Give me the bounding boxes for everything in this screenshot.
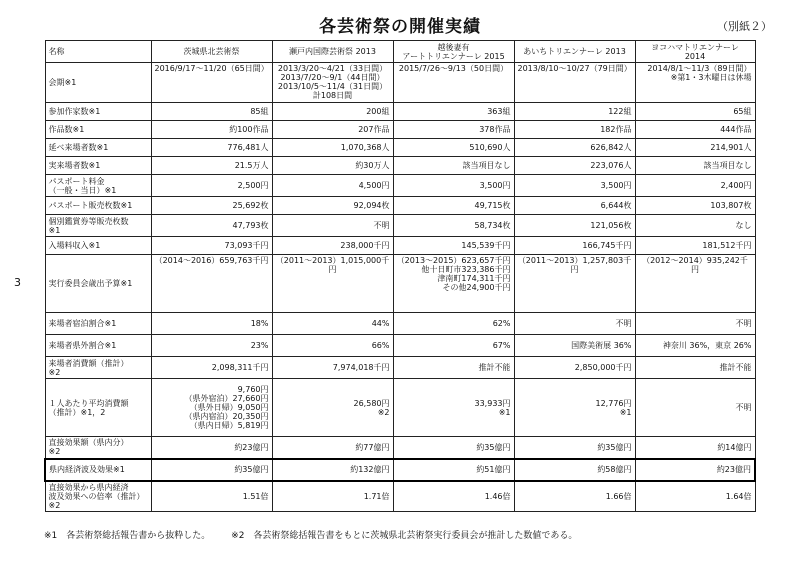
- table-cell: 103,807枚: [635, 197, 755, 215]
- table-cell: 該当項目なし: [393, 157, 514, 175]
- table-cell: 2013/8/10～10/27（79日間）: [514, 63, 635, 103]
- table-cell: 1.51倍: [151, 481, 272, 512]
- table-cell: 207作品: [272, 121, 393, 139]
- page-title: 各芸術祭の開催実績: [319, 17, 481, 37]
- table-cell: 62%: [393, 313, 514, 335]
- table-cell: 444作品: [635, 121, 755, 139]
- table-cell: 約35億円: [151, 459, 272, 481]
- table-cell: なし: [635, 215, 755, 237]
- table-cell: 約14億円: [635, 437, 755, 459]
- festival-table: [44, 40, 756, 512]
- table-cell: 85組: [151, 103, 272, 121]
- table-cell: 214,901人: [635, 139, 755, 157]
- table-cell: 推計不能: [393, 357, 514, 379]
- table-cell: 47,793枚: [151, 215, 272, 237]
- table-cell: 44%: [272, 313, 393, 335]
- table-cell: 200組: [272, 103, 393, 121]
- row-label: １人あたり平均消費額 （推計）※1，2: [45, 379, 151, 437]
- row-label: 会期※1: [45, 63, 151, 103]
- table-cell: 約30万人: [272, 157, 393, 175]
- table-cell: 92,094枚: [272, 197, 393, 215]
- row-label: 実行委員会歳出予算※1: [45, 255, 151, 313]
- table-cell: 2013/3/20～4/21（33日間） 2013/7/20～9/1（44日間） 2013/10/5～11/4（31日間） 計108日間: [272, 63, 393, 103]
- table-cell: 2,850,000千円: [514, 357, 635, 379]
- table-cell: 神奈川 36%，東京 26%: [635, 335, 755, 357]
- table-cell: 約23億円: [635, 459, 755, 481]
- table-cell: 2015/7/26～9/13（50日間）: [393, 63, 514, 103]
- table-cell: 12,776円 ※1: [514, 379, 635, 437]
- table-cell: 不明: [272, 215, 393, 237]
- table-cell: （2014～2016）659,763千円: [151, 255, 272, 313]
- table-cell: 7,974,018千円: [272, 357, 393, 379]
- header-cell: 名称: [45, 41, 151, 63]
- table-row: [45, 379, 755, 437]
- row-label: 来場者宿泊割合※1: [45, 313, 151, 335]
- table-cell: 4,500円: [272, 175, 393, 197]
- table-row: [45, 175, 755, 197]
- row-label: 作品数※1: [45, 121, 151, 139]
- table-cell: 67%: [393, 335, 514, 357]
- table-cell: 26,580円 ※2: [272, 379, 393, 437]
- header-cell: 瀬戸内国際芸術祭 2013: [272, 41, 393, 63]
- header-cell: あいちトリエンナーレ 2013: [514, 41, 635, 63]
- table-cell: 1.66倍: [514, 481, 635, 512]
- table-cell: 181,512千円: [635, 237, 755, 255]
- annex-label: （別紙２）: [717, 20, 772, 33]
- table-cell: 2014/8/1～11/3（89日間） ※第1・3木曜日は休場: [635, 63, 755, 103]
- table-row: [45, 335, 755, 357]
- table-cell: 9,760円 （県外宿泊）27,660円 （県外日帰）9,050円 （県内宿泊）20,350円 （県内日帰）5,819円: [151, 379, 272, 437]
- table-cell: 不明: [635, 379, 755, 437]
- table-cell: 約35億円: [393, 437, 514, 459]
- table-cell: 国際美術展 36%: [514, 335, 635, 357]
- table-cell: 166,745千円: [514, 237, 635, 255]
- row-label: パスポート料金 （一般・当日）※1: [45, 175, 151, 197]
- table-cell: 2,500円: [151, 175, 272, 197]
- table-cell: （2011～2013）1,015,000千円: [272, 255, 393, 313]
- table-cell: 約132億円: [272, 459, 393, 481]
- table-row: [45, 157, 755, 175]
- row-label: 入場料収入※1: [45, 237, 151, 255]
- table-cell: 145,539千円: [393, 237, 514, 255]
- margin-page-mark: 3: [14, 276, 21, 289]
- table-cell: 6,644枚: [514, 197, 635, 215]
- table-cell: 121,056枚: [514, 215, 635, 237]
- table-cell: 776,481人: [151, 139, 272, 157]
- footnote: ※2 各芸術祭総括報告書をもとに茨城県北芸術祭実行委員会が推計した数値である。: [231, 531, 578, 541]
- table-cell: 73,093千円: [151, 237, 272, 255]
- table-cell: 25,692枚: [151, 197, 272, 215]
- table-cell: 626,842人: [514, 139, 635, 157]
- table-row: [45, 255, 755, 313]
- table-cell: 182作品: [514, 121, 635, 139]
- table-row: [45, 215, 755, 237]
- table-cell: 2016/9/17～11/20（65日間）: [151, 63, 272, 103]
- table-cell: 約35億円: [514, 437, 635, 459]
- table-cell: 363組: [393, 103, 514, 121]
- table-cell: 510,690人: [393, 139, 514, 157]
- row-label: 来場者消費額（推計） ※2: [45, 357, 151, 379]
- table-cell: 122組: [514, 103, 635, 121]
- row-label: 県内経済波及効果※1: [45, 459, 151, 481]
- header-cell: 茨城県北芸術祭: [151, 41, 272, 63]
- row-label: 直接効果額（県内分） ※2: [45, 437, 151, 459]
- table-cell: 3,500円: [393, 175, 514, 197]
- table-cell: 1.46倍: [393, 481, 514, 512]
- table-cell: 65組: [635, 103, 755, 121]
- table-row: [45, 313, 755, 335]
- table-cell: 約77億円: [272, 437, 393, 459]
- table-row: [45, 63, 755, 103]
- row-label: 延べ来場者数※1: [45, 139, 151, 157]
- table-cell: 18%: [151, 313, 272, 335]
- table-row: [45, 197, 755, 215]
- table-cell: 約100作品: [151, 121, 272, 139]
- table-row: [45, 139, 755, 157]
- table-cell: （2012～2014）935,242千円: [635, 255, 755, 313]
- table-cell: 378作品: [393, 121, 514, 139]
- footnotes: [44, 528, 595, 541]
- row-label: 個別鑑賞券等販売枚数 ※1: [45, 215, 151, 237]
- row-label: 直接効果から県内経済 波及効果への倍率（推計）※2: [45, 481, 151, 512]
- header-row: [45, 41, 755, 63]
- table-row: [45, 121, 755, 139]
- row-label: 実来場者数※1: [45, 157, 151, 175]
- table-cell: 推計不能: [635, 357, 755, 379]
- table-row: [45, 357, 755, 379]
- table-cell: （2013～2015）623,657千円 他十日町市323,386千円 津南町174,311千円 その他24,900千円: [393, 255, 514, 313]
- table-cell: 1.64倍: [635, 481, 755, 512]
- table-cell: 不明: [635, 313, 755, 335]
- table-cell: 21.5万人: [151, 157, 272, 175]
- table-cell: 3,500円: [514, 175, 635, 197]
- table-cell: （2011～2013）1,257,803千円: [514, 255, 635, 313]
- table-cell: 該当項目なし: [635, 157, 755, 175]
- table-cell: 58,734枚: [393, 215, 514, 237]
- table-cell: 2,098,311千円: [151, 357, 272, 379]
- row-label: 参加作家数※1: [45, 103, 151, 121]
- table-row: [45, 481, 755, 512]
- table-row: [45, 237, 755, 255]
- table-row: [45, 459, 755, 481]
- table-row: [45, 103, 755, 121]
- table-cell: 2,400円: [635, 175, 755, 197]
- table-cell: 49,715枚: [393, 197, 514, 215]
- header-cell: ヨコハマトリエンナーレ 2014: [635, 41, 755, 63]
- table-cell: 約51億円: [393, 459, 514, 481]
- table-cell: 約23億円: [151, 437, 272, 459]
- table-cell: 約58億円: [514, 459, 635, 481]
- table-cell: 不明: [514, 313, 635, 335]
- table-cell: 1,070,368人: [272, 139, 393, 157]
- table-cell: 33,933円 ※1: [393, 379, 514, 437]
- table-cell: 1.71倍: [272, 481, 393, 512]
- table-cell: 23%: [151, 335, 272, 357]
- header-cell: 越後妻有 アートトリエンナーレ 2015: [393, 41, 514, 63]
- row-label: パスポート販売枚数※1: [45, 197, 151, 215]
- footnote: ※1 各芸術祭総括報告書から抜粋した。: [44, 531, 211, 541]
- table-cell: 238,000千円: [272, 237, 393, 255]
- table-cell: 223,076人: [514, 157, 635, 175]
- table-cell: 66%: [272, 335, 393, 357]
- table-row: [45, 437, 755, 459]
- row-label: 来場者県外割合※1: [45, 335, 151, 357]
